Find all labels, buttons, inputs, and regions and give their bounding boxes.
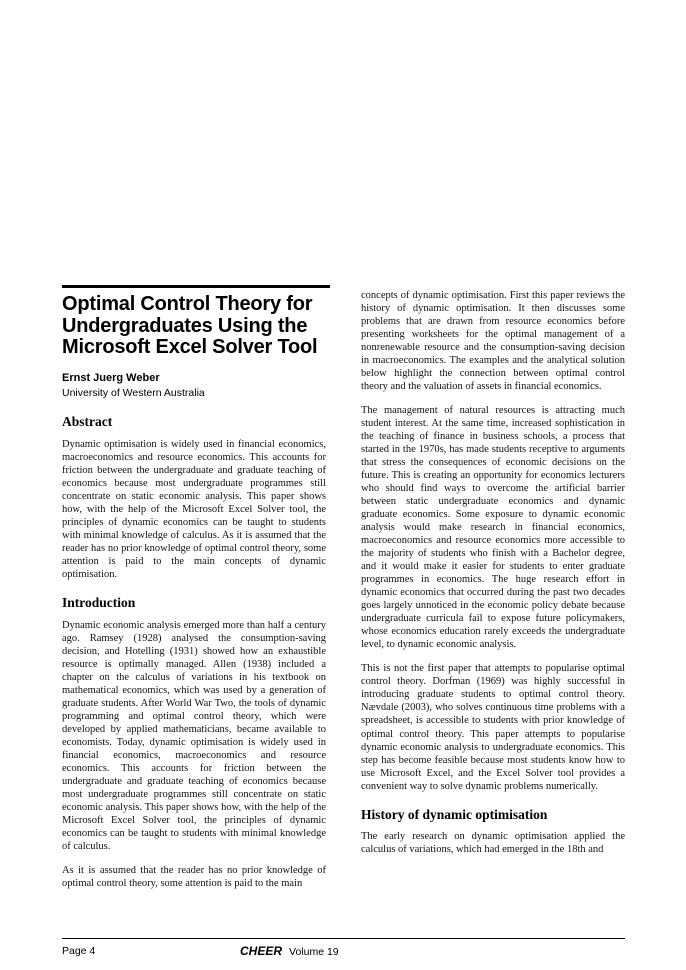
introduction-paragraph: As it is assumed that the reader has no prior knowledge of optimal control theory, some attention is paid to the main [62,865,326,890]
section-heading-introduction: Introduction [62,595,136,611]
right-column [361,289,625,856]
footer-rule [62,938,625,939]
body-paragraph: concepts of dynamic optimisation. First this paper reviews the history of dynamic optimisation. It then discusses some problems that are drawn from resource economics before presenting worksheets for the optimal management of a nonrenewable resource and the consumption-saving decision in macroeconomics. The examples and the analytical solution below highlight the connection between optimal control theory and the valuation of assets in financial economics. [361,290,625,393]
footer-journal [240,944,339,958]
abstract-paragraph: Dynamic optimisation is widely used in financial economics, macroeconomics and resource economics. This accounts for friction between the undergraduate and graduate teaching of economics because most undergraduate programmes still concentrate on static economic analysis. This paper shows how, with the help of the Microsoft Excel Solver tool, the principles of dynamic economics can be taught to students with minimal knowledge of calculus. As it is assumed that the reader has no prior knowledge of optimal control theory, some attention is paid to the main concepts of dynamic optimisation. [62,439,326,581]
left-column [62,294,326,890]
title-rule [62,285,330,288]
section-heading-history: History of dynamic optimisation [361,806,548,822]
author-name: Ernst Juerg Weber [62,371,160,384]
body-paragraph: The management of natural resources is attracting much student interest. At the same time, increased sophistication in the teaching of finance in business schools, a process that started in the 1970s, has made students receptive to arguments that stress the consequences of economic decisions on the future. This is creating an opportunity for economics lecturers who should find ways to overcome the artificial barrier between static undergraduate economics and dynamic graduate economics. Some exposure to dynamic economic analysis would make research in financial economics, macroeconomics and resource economics more accessible to the majority of students who finish with a Bachelor degree, and it would make it easier for students to enter graduate programmes in economics. The huge research effort in dynamic economics that occurred during the past two decades goes largely unnoticed in the economic policy debate because undergraduate curricula fail to expose future policymakers, whose economics education rarely exceeds the undergraduate level, to dynamic economic analysis. [361,405,625,651]
author-affiliation: University of Western Australia [62,387,205,400]
journal-name: CHEER [240,944,283,958]
history-paragraph: The early research on dynamic optimisation applied the calculus of variations, which had emerged in the 18th and [361,831,625,856]
section-heading-abstract: Abstract [62,414,113,430]
body-paragraph: This is not the first paper that attempts to popularise optimal control theory. Dorfman (1969) was highly successful in introducing graduate students to optimal control theory. Nævdale (2003), who solves continuous time problems with a spreadsheet, is accessible to students with prior knowledge of optimal control theory. This paper attempts to popularise dynamic economic analysis to undergraduate economics. This step has become feasible because most students know how to use Microsoft Excel, and the Excel Solver tool provides a convenient way to solve dynamic problems numerically. [361,663,625,792]
page-title: Optimal Control Theory for Undergraduates Using the Microsoft Excel Solver Tool [62,293,318,359]
journal-volume: Volume 19 [289,946,339,958]
footer-page-number: Page 4 [62,945,96,957]
introduction-paragraph: Dynamic economic analysis emerged more than half a century ago. Ramsey (1928) analysed the consumption-saving decision, and Hotelling (1931) showed how an exhaustible resource is optimally managed. Allen (1938) included a chapter on the calculus of variations in his textbook on mathematical economics, which was used by a generation of graduate students. After World War Two, the tools of dynamic programming and optimal control theory, which were developed by applied mathematicians, became available to economists. Today, dynamic optimisation is widely used in financial economics, macroeconomics and resource economics. This accounts for friction between the undergraduate and graduate teaching of economics because most undergraduate programmes still concentrate on static economic analysis. This paper shows how, with the help of the Microsoft Excel Solver tool, the principles of dynamic economics can be taught to students with minimal knowledge of calculus. [62,620,326,853]
